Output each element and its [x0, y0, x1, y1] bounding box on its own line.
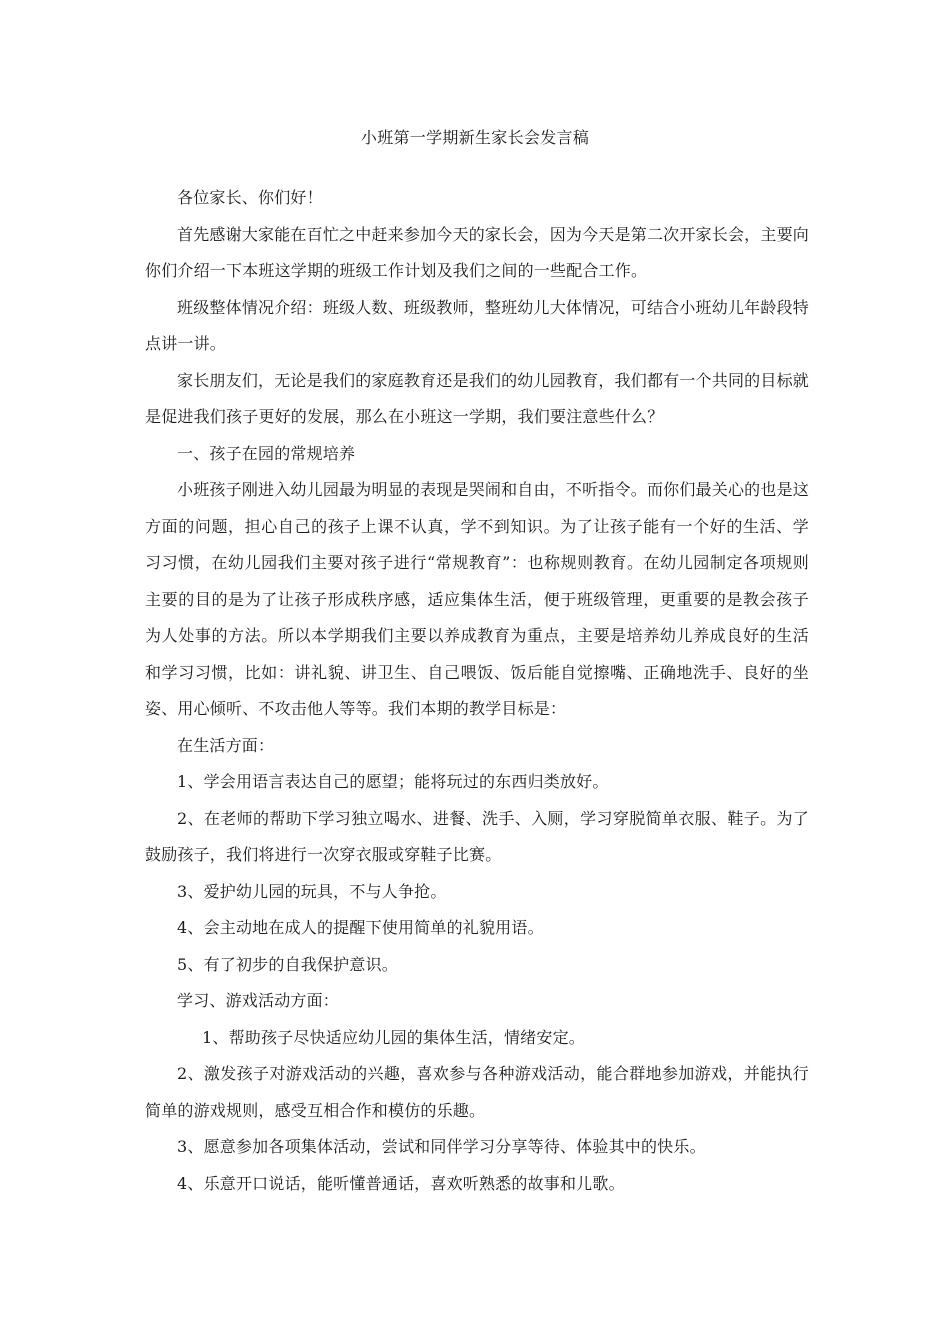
paragraph-common-goal: 家长朋友们，无论是我们的家庭教育还是我们的幼儿园教育，我们都有一个共同的目标就是促进我们孩子更好的发展，那么在小班这一学期，我们要注意些什么？: [145, 370, 809, 426]
paragraph-class-overview: 班级整体情况介绍：班级人数、班级教师，整班幼儿大体情况，可结合小班幼儿年龄段特点讲一讲。: [145, 297, 809, 353]
paragraph-routine-education: 小班孩子刚进入幼儿园最为明显的表现是哭闹和自由，不听指令。而你们最关心的也是这方面的问题，担心自己的孩子上课不认真，学不到知识。为了让孩子能有一个好的生活、学习习惯，在幼儿园我们主要对孩子进行“常规教育”：也称规则教育。在幼儿园制定各项规则主要的目的是为了让孩子形成秩序感，适应集体生活，便于班级管理，更重要的是教会孩子为人处事的方法。所以本学期我们主要以养成教育为重点，主要是培养幼儿养成良好的生活和学习习惯，比如：讲礼貌、讲卫生、自己喂饭、饭后能自觉擦嘴、正确地洗手、良好的坐姿、用心倾听、不攻击他人等等。我们本期的教学目标是：: [145, 480, 809, 718]
document-body: [145, 180, 809, 1202]
section-heading-routine: 一、孩子在园的常规培养: [177, 443, 356, 463]
list-item-learning-1: 1、帮助孩子尽快适应幼儿园的集体生活，情绪安定。: [202, 1027, 585, 1047]
document-title: 小班第一学期新生家长会发言稿: [360, 128, 590, 147]
subheading-learning-play: 学习、游戏活动方面：: [177, 991, 340, 1010]
list-item-learning-4: 4、乐意开口说话，能听懂普通话，喜欢听熟悉的故事和儿歌。: [177, 1173, 625, 1193]
subheading-daily-life: 在生活方面：: [177, 735, 275, 755]
list-item-life-3: 3、爱护幼儿园的玩具，不与人争抢。: [177, 881, 447, 901]
list-item-life-2: 2、在老师的帮助下学习独立喝水、进餐、洗手、入厕，学习穿脱简单衣服、鞋子。为了鼓励孩子，我们将进行一次穿衣服或穿鞋子比赛。: [145, 808, 809, 864]
list-item-learning-3: 3、愿意参加各项集体活动，尝试和同伴学习分享等待、体验其中的快乐。: [177, 1137, 706, 1156]
list-item-life-1: 1、学会用语言表达自己的愿望；能将玩过的东西归类放好。: [177, 772, 609, 791]
list-item-life-5: 5、有了初步的自我保护意识。: [177, 954, 398, 974]
list-item-learning-2: 2、激发孩子对游戏活动的兴趣，喜欢参与各种游戏活动，能合群地参加游戏，并能执行简单的游戏规则，感受互相合作和模仿的乐趣。: [145, 1064, 809, 1120]
list-item-life-4: 4、会主动地在成人的提醒下使用简单的礼貌用语。: [177, 918, 544, 937]
paragraph-intro: 首先感谢大家能在百忙之中赶来参加今天的家长会，因为今天是第二次开家长会，主要向你们介绍一下本班这学期的班级工作计划及我们之间的一些配合工作。: [145, 224, 809, 280]
paragraph-greeting: 各位家长、你们好！: [177, 188, 323, 207]
